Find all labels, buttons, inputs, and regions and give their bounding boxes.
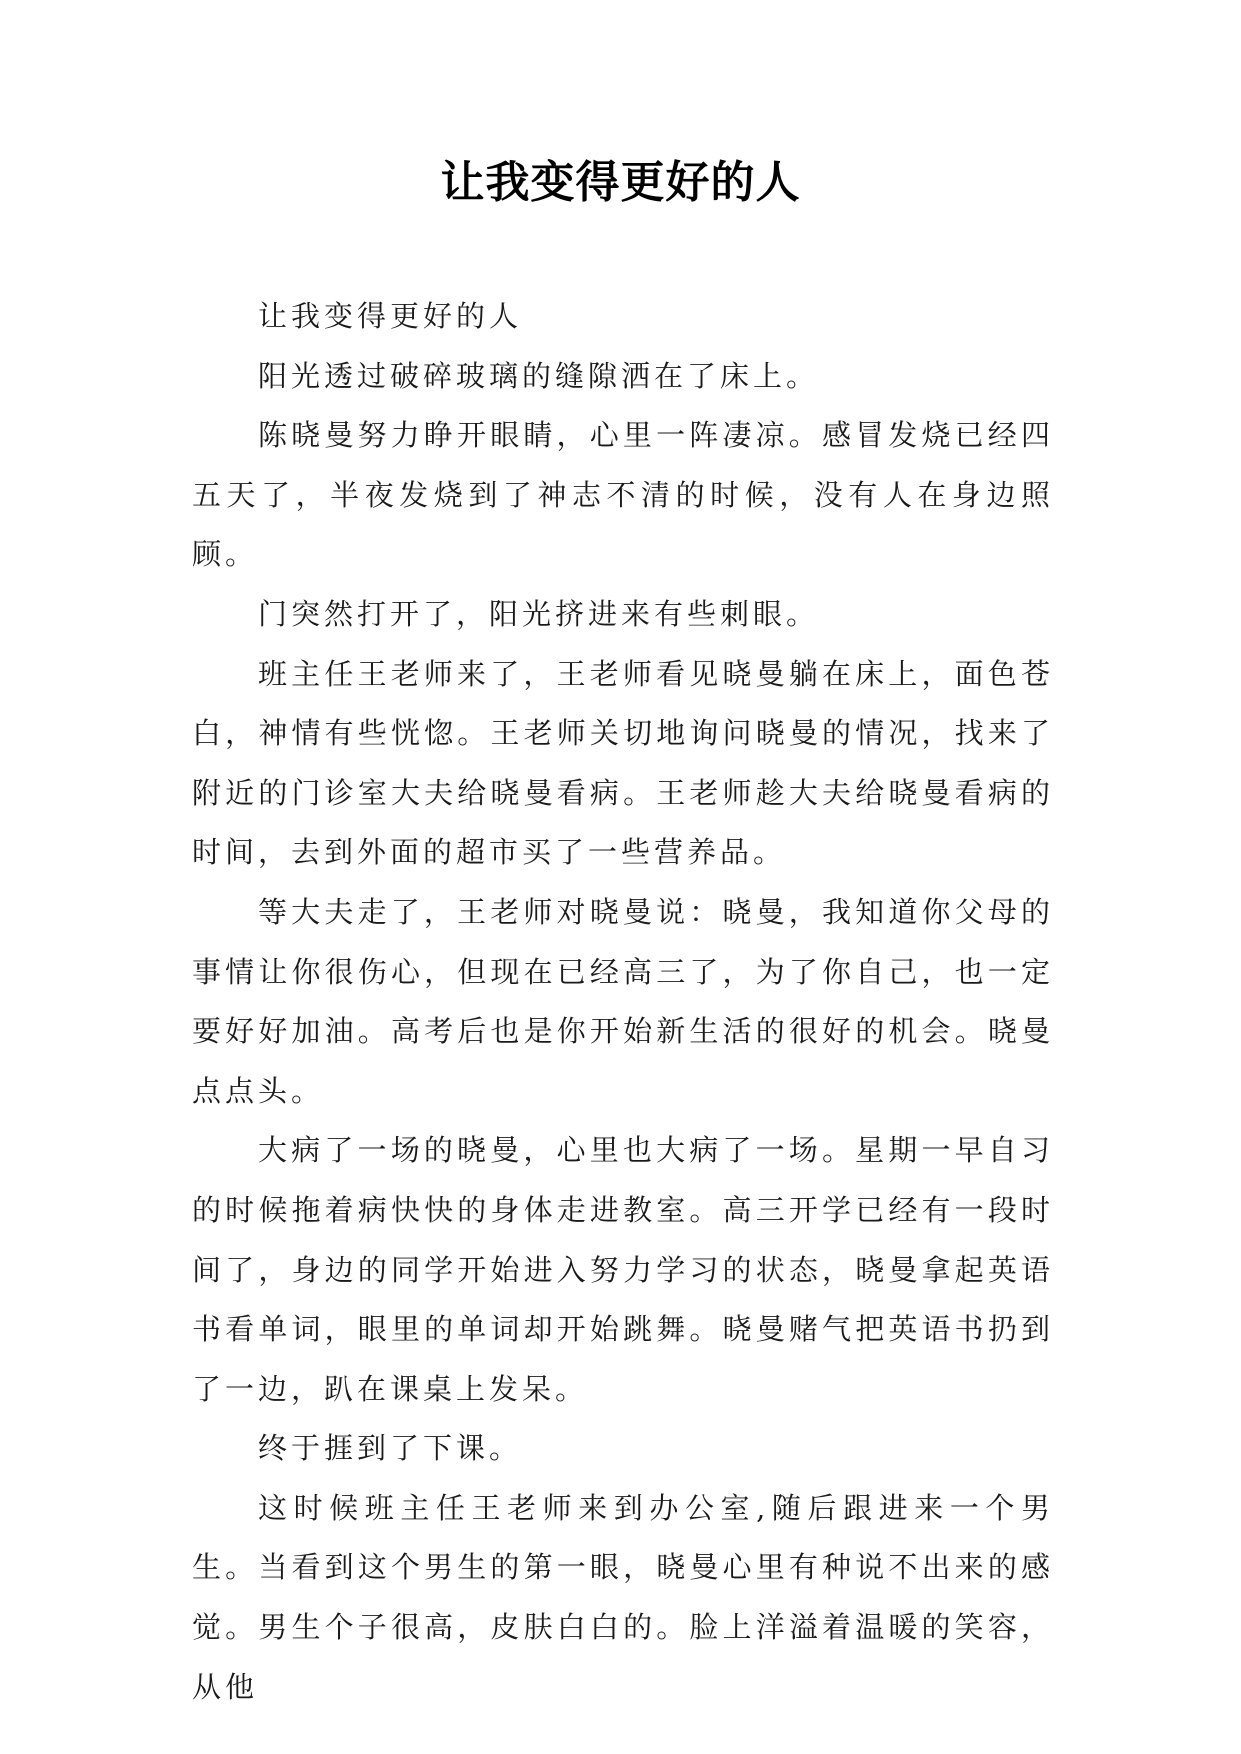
paragraph: 这时候班主任王老师来到办公室,随后跟进来一个男生。当看到这个男生的第一眼，晓曼心里有种说不出来的感觉。男生个子很高，皮肤白白的。脸上洋溢着温暖的笑容，从他 xyxy=(192,1490,1054,1704)
document-title: 让我变得更好的人 xyxy=(440,157,801,208)
paragraph: 让我变得更好的人 xyxy=(258,299,523,333)
paragraph: 陈晓曼努力睁开眼睛，心里一阵凄凉。感冒发烧已经四五天了，半夜发烧到了神志不清的时候，没有人在身边照顾。 xyxy=(192,418,1054,572)
paragraph: 门突然打开了，阳光挤进来有些刺眼。 xyxy=(258,596,820,631)
paragraph: 终于捱到了下课。 xyxy=(258,1431,523,1466)
document-body xyxy=(192,287,1054,1717)
paragraph: 班主任王老师来了，王老师看见晓曼躺在床上，面色苍白，神情有些恍惚。王老师关切地询问晓曼的情况，找来了附近的门诊室大夫给晓曼看病。王老师趁大夫给晓曼看病的时间，去到外面的超市买了一些营养品。 xyxy=(192,656,1054,870)
paragraph: 阳光透过破碎玻璃的缝隙洒在了床上。 xyxy=(258,358,820,393)
paragraph: 等大夫走了，王老师对晓曼说：晓曼，我知道你父母的事情让你很伤心，但现在已经高三了，为了你自己，也一定要好好加油。高考后也是你开始新生活的很好的机会。晓曼点点头。 xyxy=(192,894,1054,1108)
paragraph: 大病了一场的晓曼，心里也大病了一场。星期一早自习的时候拖着病快快的身体走进教室。高三开学已经有一段时间了，身边的同学开始进入努力学习的状态，晓曼拿起英语书看单词，眼里的单词却开始跳舞。晓曼赌气把英语书扔到了一边，趴在课桌上发呆。 xyxy=(192,1133,1054,1406)
